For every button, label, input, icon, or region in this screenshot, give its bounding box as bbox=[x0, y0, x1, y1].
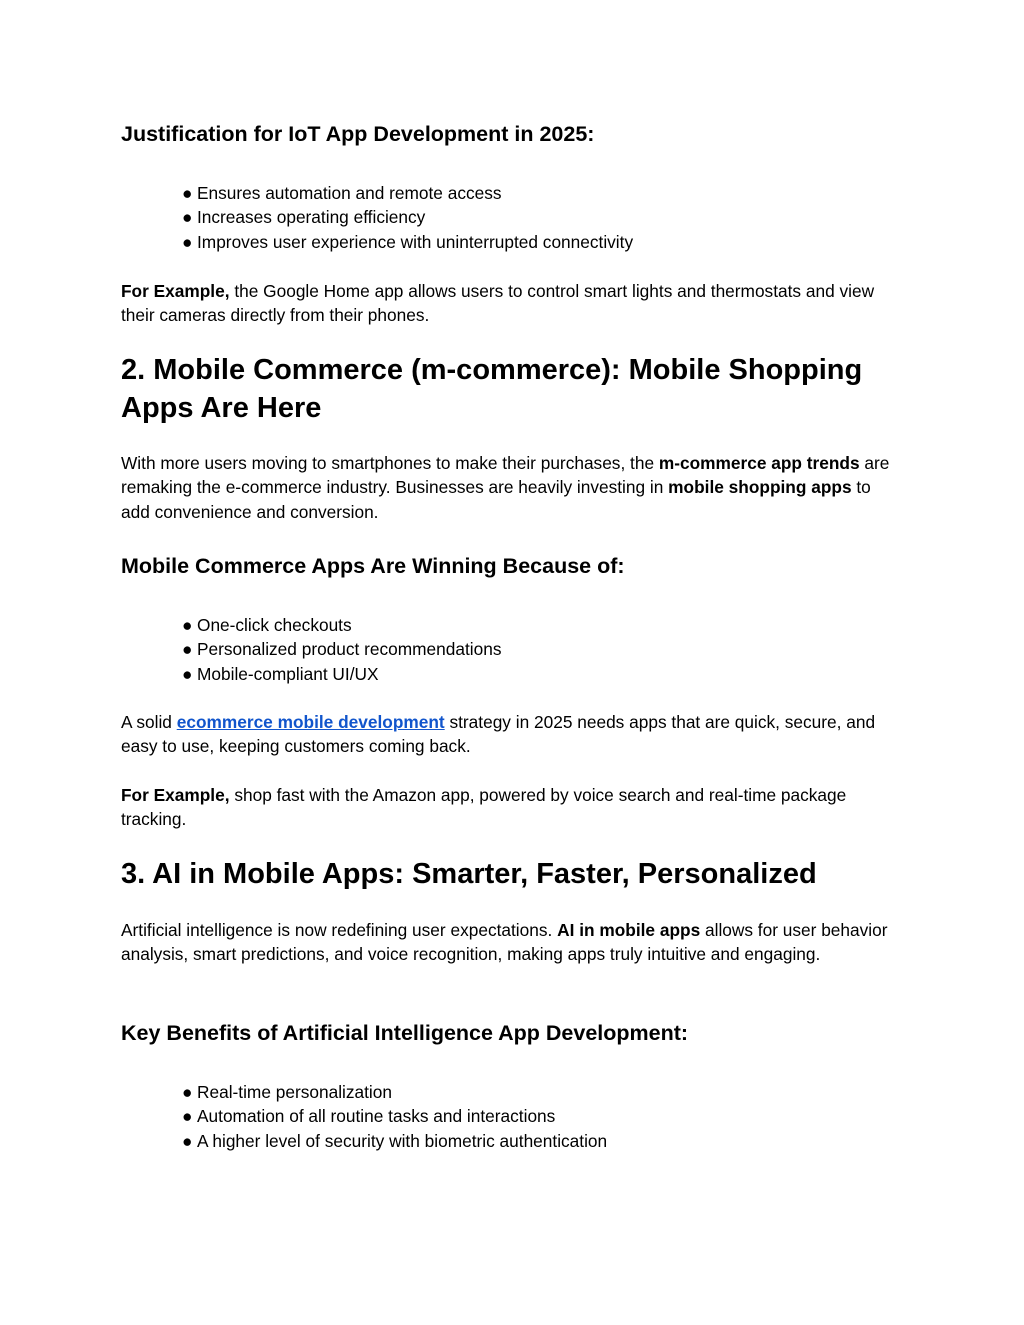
bullet-icon: ● bbox=[182, 207, 193, 228]
list-item: ● Ensures automation and remote access bbox=[182, 181, 633, 205]
ai-intro-paragraph: Artificial intelligence is now redefining user expectations. AI in mobile apps allows for user behavior analysis, smart predictions, and voice recognition, making apps truly intuitive and engaging. bbox=[121, 920, 888, 965]
ai-bullet-list bbox=[182, 1080, 607, 1153]
iot-bullet-list bbox=[182, 181, 633, 254]
bullet-icon: ● bbox=[182, 183, 193, 203]
bullet-icon: ● bbox=[182, 615, 193, 635]
list-item: ● One-click checkouts bbox=[182, 613, 502, 637]
list-item: ● Improves user experience with uninterrupted connectivity bbox=[182, 230, 633, 254]
bullet-icon: ● bbox=[182, 1106, 193, 1127]
example-label: For Example, bbox=[121, 785, 230, 805]
list-item: ● A higher level of security with biometric authentication bbox=[182, 1129, 607, 1153]
bullet-icon: ● bbox=[182, 231, 193, 252]
iot-example-paragraph: For Example, the Google Home app allows users to control smart lights and thermostats and view their cameras directly from their phones. bbox=[121, 281, 875, 326]
mcommerce-bullet-list bbox=[182, 613, 502, 686]
bullet-icon: ● bbox=[182, 663, 193, 684]
mcommerce-section-title: 2. Mobile Commerce (m-commerce): Mobile Shopping Apps Are Here bbox=[121, 354, 863, 424]
bullet-icon: ● bbox=[182, 639, 193, 660]
list-item: ● Automation of all routine tasks and interactions bbox=[182, 1104, 607, 1128]
ai-benefits-subheading: Key Benefits of Artificial Intelligence App Development: bbox=[121, 1021, 689, 1045]
mcommerce-example-paragraph: For Example, shop fast with the Amazon app, powered by voice search and real-time package tracking. bbox=[121, 785, 847, 830]
iot-justification-heading: Justification for IoT App Development in 2025: bbox=[121, 122, 595, 146]
list-item: ● Real-time personalization bbox=[182, 1080, 607, 1104]
list-item: ● Increases operating efficiency bbox=[182, 205, 633, 229]
ecommerce-mobile-development-link[interactable]: ecommerce mobile development bbox=[176, 712, 445, 732]
mcommerce-intro-paragraph: With more users moving to smartphones to make their purchases, the m-commerce app trends are remaking the e-commerce industry. Businesses are heavily investing in mobile shopping apps to add convenience and conversion. bbox=[121, 453, 890, 522]
example-label: For Example, bbox=[121, 281, 230, 301]
list-item: ● Personalized product recommendations bbox=[182, 637, 502, 661]
list-item: ● Mobile-compliant UI/UX bbox=[182, 662, 502, 686]
mcommerce-strategy-paragraph: A solid ecommerce mobile development strategy in 2025 needs apps that are quick, secure, and easy to use, keeping customers coming back. bbox=[121, 712, 876, 757]
mcommerce-subheading: Mobile Commerce Apps Are Winning Because of: bbox=[121, 554, 625, 578]
bullet-icon: ● bbox=[182, 1130, 193, 1151]
bullet-icon: ● bbox=[182, 1082, 193, 1102]
ai-section-title: 3. AI in Mobile Apps: Smarter, Faster, Personalized bbox=[121, 858, 817, 890]
